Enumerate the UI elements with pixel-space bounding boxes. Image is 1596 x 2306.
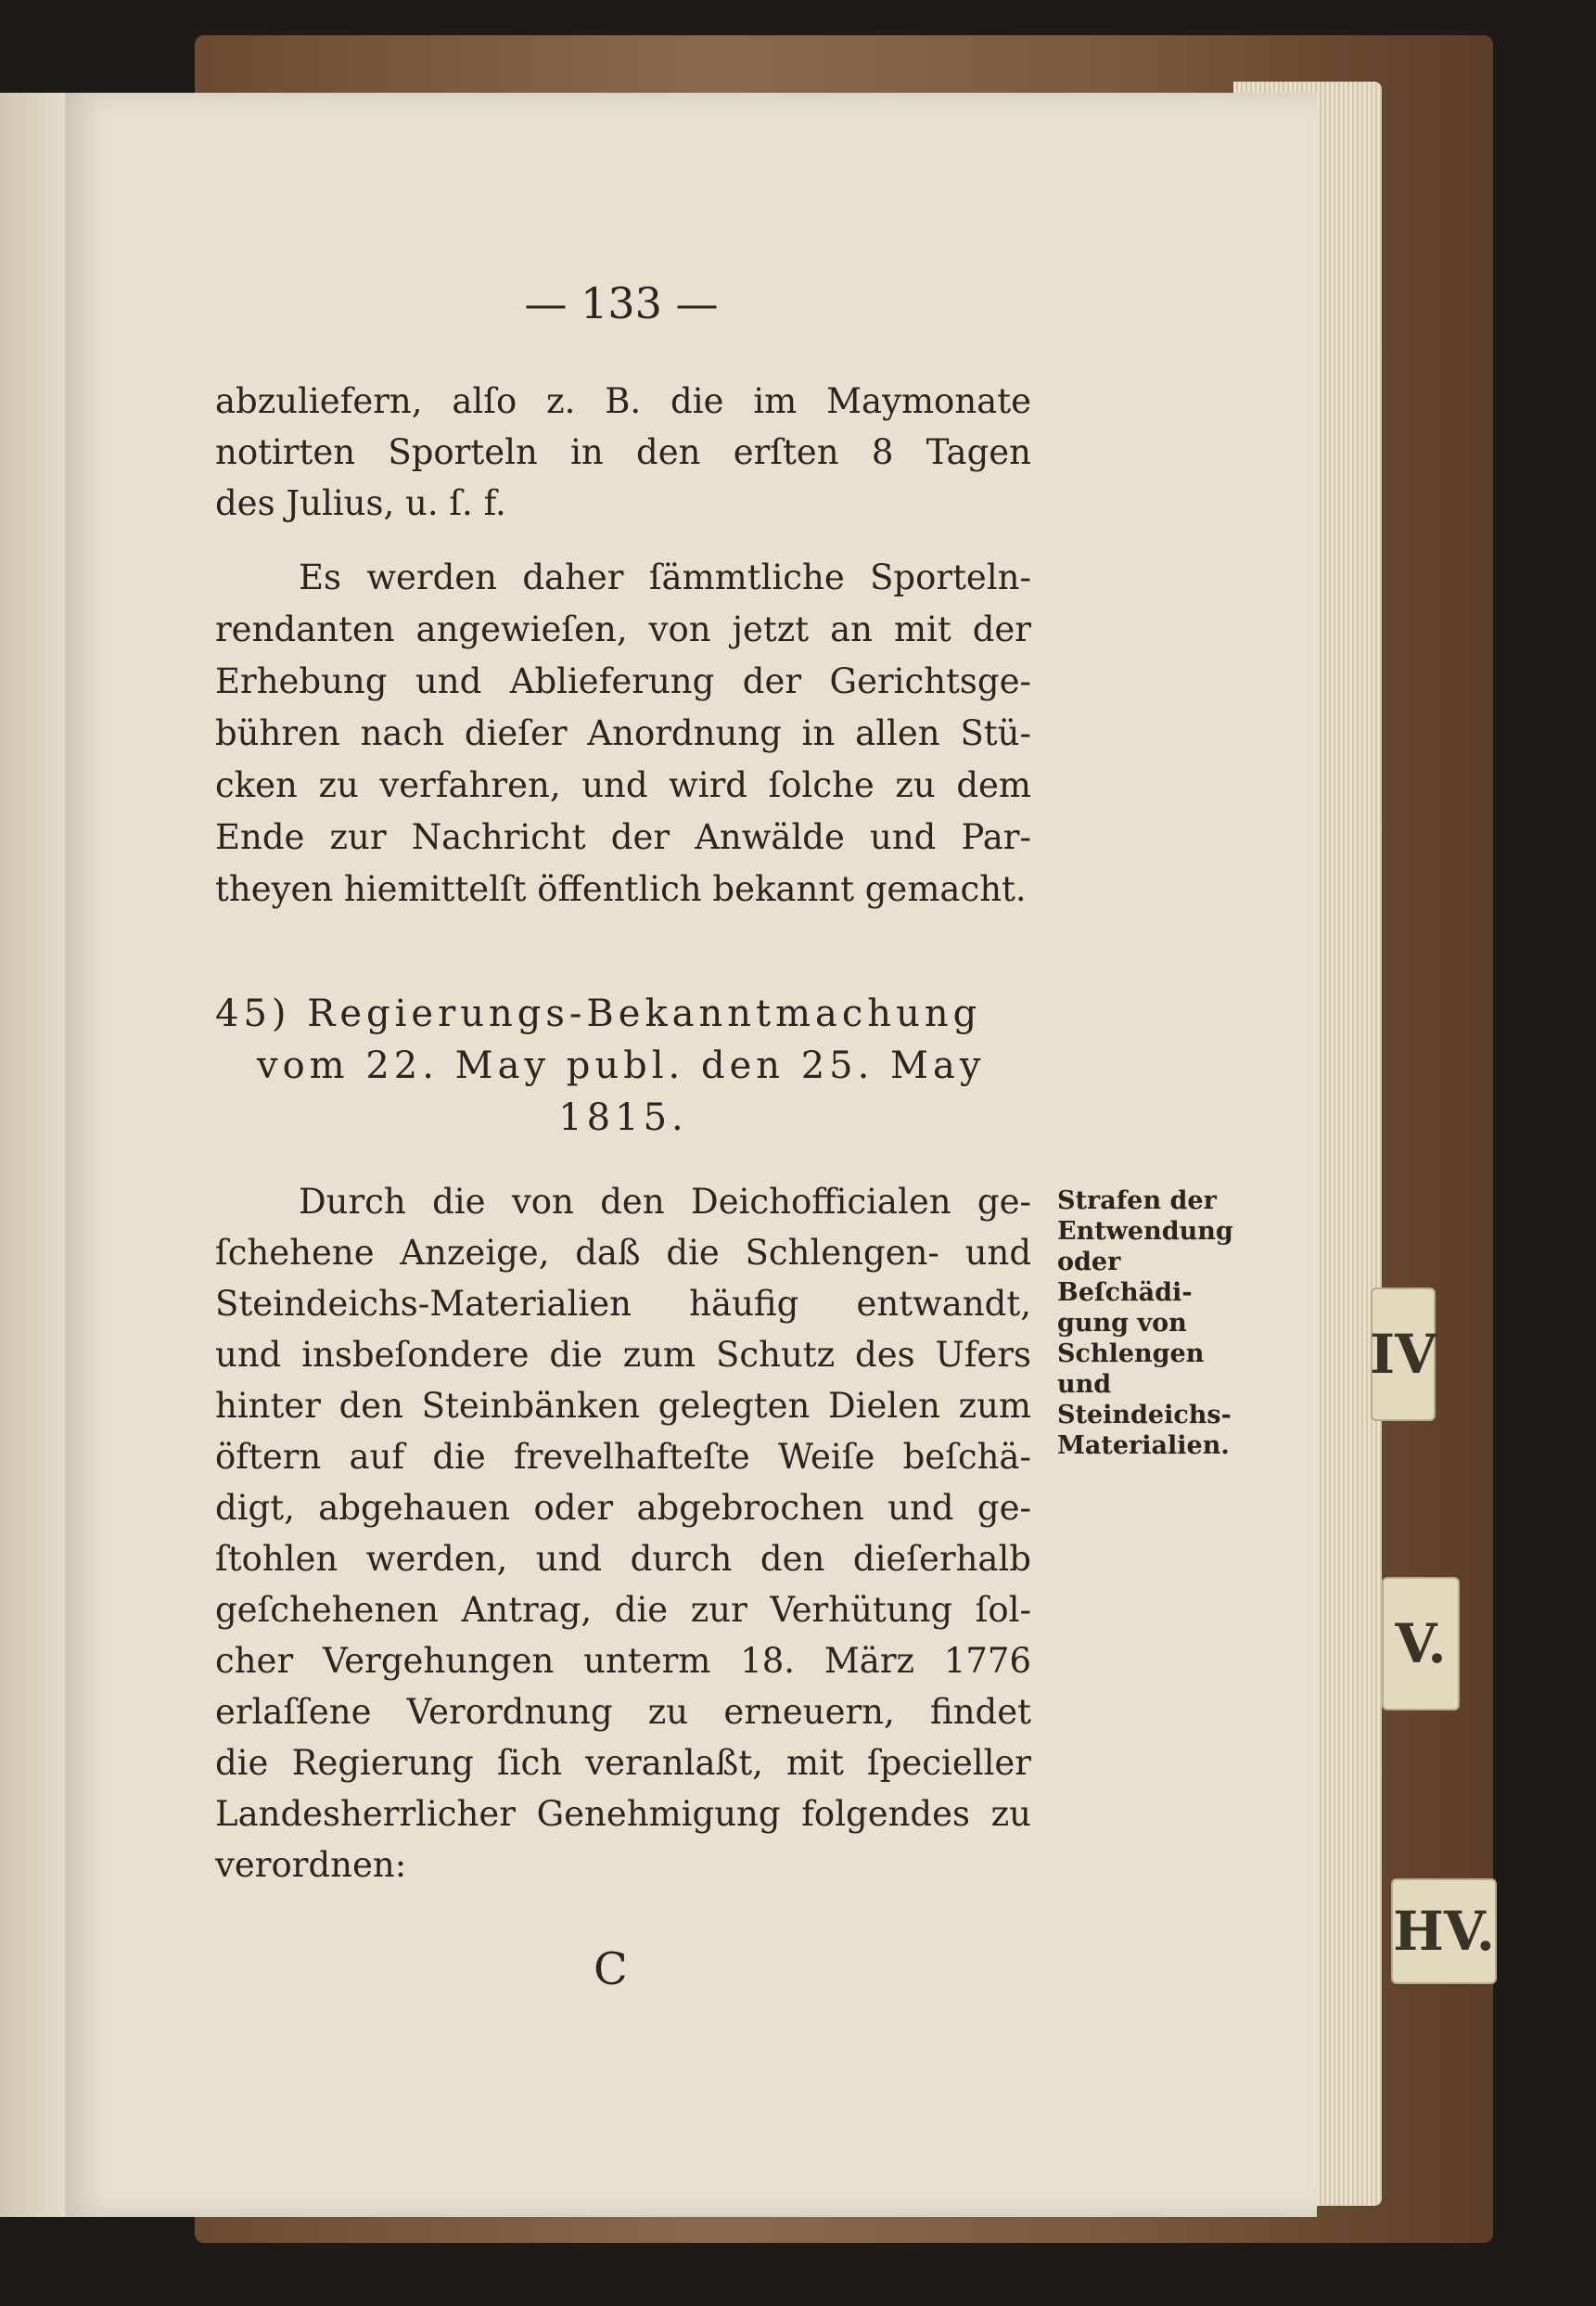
text-line: Erhebung und Ablieferung der Gerichtsge- <box>215 661 1031 701</box>
margin-note-line: Schlengen und <box>1057 1339 1205 1399</box>
text-line: Steindeichs-Materialien häufig entwandt, <box>215 1284 1031 1324</box>
margin-note-line: Strafen der <box>1057 1186 1217 1215</box>
margin-note-line: Entwendung <box>1057 1217 1233 1246</box>
text-line: Landesherrlicher Genehmigung folgendes zu <box>215 1794 1031 1834</box>
text-line: abzuliefern, alſo z. B. die im Maymonate <box>215 381 1031 421</box>
text-line: digt, abgehauen oder abgebrochen und ge- <box>215 1488 1031 1528</box>
text-line: des Julius, u. ſ. f. <box>215 483 506 523</box>
text-line: Es werden daher ſämmtliche Sporteln- <box>299 557 1031 597</box>
text-line: cher Vergehungen unterm 18. März 1776 <box>215 1641 1031 1681</box>
signature-mark: C <box>594 1943 628 1995</box>
margin-note-line: oder Beſchädi- <box>1057 1248 1193 1307</box>
index-tab-2[interactable] <box>1382 1577 1460 1710</box>
index-tab-1-label: IV <box>1369 1323 1437 1386</box>
section-heading <box>215 988 1031 1144</box>
text-line: bühren nach dieſer Anordnung in allen Stü- <box>215 713 1031 753</box>
margin-note-line: Materialien. <box>1057 1431 1230 1460</box>
heading-line-3: 1815. <box>558 1096 688 1139</box>
text-line: rendanten angewieſen, von jetzt an mit der <box>215 609 1031 649</box>
text-line: Durch die von den Deichofficialen ge- <box>299 1182 1031 1222</box>
heading-line-1: 45) Regierungs-Bekanntmachung <box>215 993 982 1035</box>
text-line: ſtohlen werden, und durch den dieſerhalb <box>215 1539 1031 1579</box>
margin-note-line: gung von <box>1057 1309 1187 1338</box>
left-page-edge <box>0 93 74 2217</box>
margin-note <box>1057 1185 1243 1461</box>
margin-note-line: Steindeichs- <box>1057 1401 1232 1429</box>
text-line: und insbeſondere die zum Schutz des Ufers <box>215 1335 1031 1375</box>
index-tab-1[interactable] <box>1371 1288 1436 1421</box>
text-line: öftern auf die frevelhafteſte Weiſe beſchä- <box>215 1437 1031 1477</box>
index-tab-2-label: V. <box>1395 1612 1447 1675</box>
text-line: die Regierung ſich veranlaßt, mit ſpecieller <box>215 1743 1031 1783</box>
text-line: hinter den Steinbänken gelegten Dielen zum <box>215 1386 1031 1426</box>
paragraph-1 <box>215 376 1031 529</box>
index-tab-3[interactable] <box>1391 1878 1497 1984</box>
paragraph-2 <box>215 552 1031 916</box>
text-line: erlaſſene Verordnung zu erneuern, findet <box>215 1692 1031 1732</box>
text-line: Ende zur Nachricht der Anwälde und Par- <box>215 817 1031 857</box>
heading-line-2: vom 22. May publ. den 25. May <box>257 1044 986 1087</box>
paragraph-3 <box>215 1176 1031 1890</box>
text-line: notirten Sporteln in den erſten 8 Tagen <box>215 432 1031 472</box>
text-line: cken zu verfahren, und wird ſolche zu dem <box>215 765 1031 805</box>
text-line: theyen hiemittelſt öffentlich bekannt gemacht. <box>215 869 1027 909</box>
text-line: ſchehene Anzeige, daß die Schlengen- und <box>215 1233 1031 1273</box>
page-number: — 133 — <box>524 278 719 328</box>
index-tab-3-label: HV. <box>1393 1900 1495 1963</box>
text-line: geſchehenen Antrag, die zur Verhütung ſol- <box>215 1590 1031 1630</box>
text-line: verordnen: <box>215 1845 407 1885</box>
